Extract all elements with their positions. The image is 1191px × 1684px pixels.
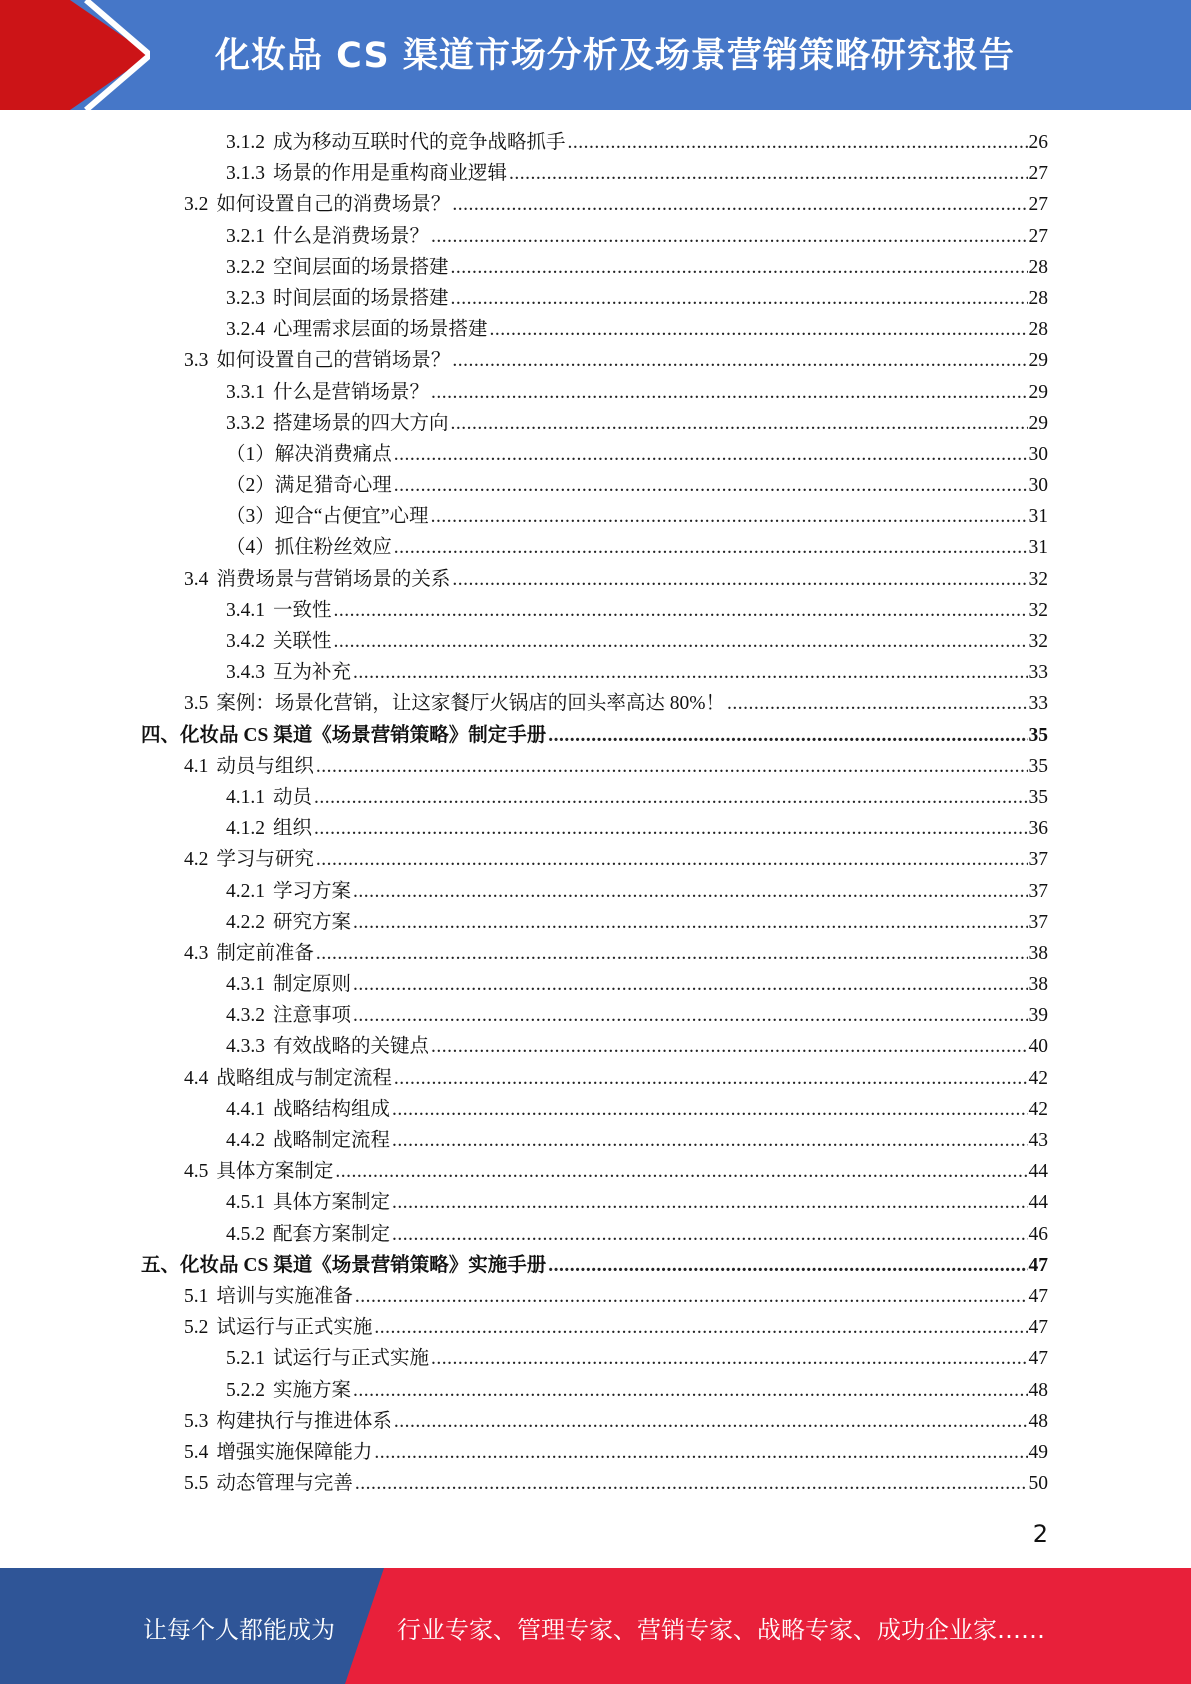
toc-entry[interactable] [0, 470, 1191, 501]
toc-entry-number: 五、 [141, 1254, 181, 1276]
toc-entry-number: 3.1.3 [226, 163, 265, 185]
toc-entry[interactable] [0, 1063, 1191, 1094]
toc-entry-number: 5.2 [184, 1317, 209, 1339]
toc-leader-dots [374, 1437, 1027, 1468]
toc-entry-title: 消费场景与营销场景的关系 [216, 568, 451, 590]
toc-entry-number: 3.2.2 [226, 256, 265, 278]
toc-entry[interactable] [0, 751, 1191, 782]
page-header [0, 0, 1191, 110]
toc-entry-page: 35 [1028, 755, 1048, 777]
toc-leader-dots [431, 377, 1027, 408]
toc-entry-page: 32 [1028, 568, 1048, 590]
toc-leader-dots [452, 564, 1027, 595]
toc-entry-number: 3.2.1 [226, 225, 265, 247]
toc-entry[interactable] [0, 158, 1191, 189]
toc-leader-dots [431, 1031, 1027, 1062]
toc-leader-dots [314, 813, 1027, 844]
toc-entry-title: 一致性 [273, 599, 332, 621]
toc-entry-page: 39 [1028, 1005, 1048, 1027]
toc-entry[interactable] [0, 314, 1191, 345]
toc-entry[interactable] [0, 252, 1191, 283]
toc-entry[interactable] [0, 1031, 1191, 1062]
toc-entry[interactable] [0, 688, 1191, 719]
footer-slogan-right: 行业专家、管理专家、营销专家、战略专家、成功企业家…… [397, 1616, 1045, 1644]
toc-entry[interactable] [0, 221, 1191, 252]
toc-entry-number: 3.2.4 [226, 319, 265, 341]
toc-entry[interactable] [0, 345, 1191, 376]
toc-entry-title: 心理需求层面的场景搭建 [273, 319, 488, 341]
toc-entry-page: 28 [1028, 319, 1048, 341]
toc-entry-page: 26 [1028, 132, 1048, 153]
toc-entry-number: 5.4 [184, 1441, 209, 1463]
table-of-contents [0, 127, 1191, 1499]
toc-entry-title: （2）满足猎奇心理 [226, 475, 392, 497]
toc-entry[interactable] [0, 1094, 1191, 1125]
toc-leader-dots [316, 938, 1028, 969]
toc-entry-title: 实施方案 [273, 1379, 352, 1401]
toc-entry-number: 4.2 [184, 849, 209, 871]
toc-entry[interactable] [0, 1187, 1191, 1218]
toc-entry-number: 4.5 [184, 1161, 209, 1183]
toc-entry-title: 时间层面的场景搭建 [273, 287, 449, 309]
toc-entry-number: 5.3 [184, 1410, 209, 1432]
toc-entry-title: 配套方案制定 [273, 1223, 391, 1245]
toc-entry-number: 3.5 [184, 693, 209, 715]
toc-entry-title: 战略组成与制定流程 [216, 1067, 392, 1089]
toc-leader-dots [431, 221, 1027, 252]
toc-entry-title: 具体方案制定 [273, 1192, 391, 1214]
toc-entry-title: 动员 [273, 786, 313, 808]
toc-leader-dots [353, 969, 1027, 1000]
toc-entry[interactable] [0, 1281, 1191, 1312]
toc-entry-page: 28 [1028, 256, 1048, 278]
toc-entry[interactable] [0, 564, 1191, 595]
toc-entry-page: 37 [1028, 880, 1048, 902]
toc-entry-page: 38 [1028, 974, 1048, 996]
toc-entry-page: 27 [1028, 194, 1048, 216]
toc-leader-dots [394, 470, 1028, 501]
toc-leader-dots [394, 532, 1028, 563]
toc-entry-title: （3）迎合“占便宜”心理 [226, 506, 429, 528]
toc-entry[interactable] [0, 408, 1191, 439]
toc-leader-dots [392, 1094, 1027, 1125]
toc-entry-number: 四、 [141, 724, 181, 746]
toc-entry-title: 什么是消费场景？ [273, 225, 430, 247]
toc-entry-page: 47 [1028, 1317, 1048, 1339]
toc-entry-title: 增强实施保障能力 [216, 1441, 373, 1463]
toc-entry-number: 4.4.1 [226, 1098, 265, 1120]
toc-leader-dots [568, 127, 1028, 158]
toc-entry-number: 4.3.2 [226, 1005, 265, 1027]
toc-leader-dots [490, 314, 1028, 345]
toc-leader-dots [451, 252, 1028, 283]
toc-entry-title: 构建执行与推进体系 [216, 1410, 392, 1432]
toc-entry-title: 制定前准备 [216, 942, 314, 964]
header-arrow-decoration [0, 0, 150, 110]
toc-entry-number: 4.2.1 [226, 880, 265, 902]
toc-entry-title: 有效战略的关键点 [273, 1036, 430, 1058]
page-number: 2 [1032, 1520, 1048, 1548]
toc-entry-number: 5.5 [184, 1473, 209, 1495]
toc-entry-number: 4.3.1 [226, 974, 265, 996]
toc-entry-number: 3.4.3 [226, 662, 265, 684]
toc-entry-title: 如何设置自己的营销场景？ [216, 350, 451, 372]
toc-leader-dots [451, 283, 1028, 314]
toc-entry-title: 什么是营销场景？ [273, 381, 430, 403]
toc-entry[interactable] [0, 1343, 1191, 1374]
toc-leader-dots [392, 1187, 1027, 1218]
toc-leader-dots [548, 720, 1027, 751]
toc-entry-number: 4.2.2 [226, 911, 265, 933]
toc-entry-page: 44 [1028, 1161, 1048, 1183]
toc-leader-dots [509, 158, 1027, 189]
toc-leader-dots [316, 844, 1028, 875]
toc-entry-number: 3.2 [184, 194, 209, 216]
toc-entry-title: 具体方案制定 [216, 1161, 334, 1183]
toc-leader-dots [353, 657, 1027, 688]
toc-entry-page: 30 [1028, 443, 1048, 465]
toc-entry-page: 47 [1028, 1254, 1048, 1276]
toc-entry-title: 如何设置自己的消费场景？ [216, 194, 451, 216]
toc-entry-page: 35 [1028, 724, 1048, 746]
toc-entry-number: 4.1 [184, 755, 209, 777]
toc-entry-page: 42 [1028, 1067, 1048, 1089]
toc-entry-title: 搭建场景的四大方向 [273, 412, 449, 434]
toc-entry-title: 制定原则 [273, 974, 352, 996]
toc-entry[interactable] [0, 189, 1191, 220]
toc-entry[interactable] [0, 532, 1191, 563]
toc-entry-title: 动员与组织 [216, 755, 314, 777]
toc-entry-number: 3.3.1 [226, 381, 265, 403]
toc-entry[interactable] [0, 595, 1191, 626]
toc-entry[interactable] [0, 1312, 1191, 1343]
toc-entry[interactable] [0, 1406, 1191, 1437]
report-title: 化妆品 CS 渠道市场分析及场景营销策略研究报告 [215, 36, 1015, 76]
toc-leader-dots [355, 1468, 1028, 1499]
toc-entry-title: 空间层面的场景搭建 [273, 256, 449, 278]
toc-leader-dots [431, 501, 1028, 532]
toc-leader-dots [394, 439, 1028, 470]
toc-entry-page: 42 [1028, 1098, 1048, 1120]
toc-entry-page: 33 [1028, 693, 1048, 715]
toc-entry[interactable] [0, 626, 1191, 657]
toc-entry-title: 场景的作用是重构商业逻辑 [273, 163, 508, 185]
toc-entry[interactable] [0, 1219, 1191, 1250]
toc-entry-page: 47 [1028, 1285, 1048, 1307]
toc-entry-page: 36 [1028, 818, 1048, 840]
toc-entry-title: 学习方案 [273, 880, 352, 902]
toc-entry-title: 成为移动互联时代的竞争战略抓手 [273, 132, 566, 153]
toc-entry-title: 化妆品 CS 渠道《场景营销策略》实施手册 [180, 1254, 547, 1276]
toc-entry-page: 49 [1028, 1441, 1048, 1463]
toc-entry-page: 32 [1028, 631, 1048, 652]
toc-entry-title: 化妆品 CS 渠道《场景营销策略》制定手册 [180, 724, 547, 746]
toc-entry[interactable] [0, 876, 1191, 907]
toc-entry-title: 关联性 [273, 631, 332, 652]
toc-entry-title: 组织 [273, 818, 313, 840]
toc-entry-title: 战略制定流程 [273, 1130, 391, 1151]
toc-entry-page: 44 [1028, 1192, 1048, 1214]
toc-entry[interactable] [0, 720, 1191, 751]
toc-entry[interactable] [0, 813, 1191, 844]
toc-entry[interactable] [0, 1156, 1191, 1187]
toc-entry-page: 29 [1028, 412, 1048, 434]
toc-entry-page: 37 [1028, 849, 1048, 871]
toc-entry-number: 3.3 [184, 350, 209, 372]
toc-entry-page: 38 [1028, 942, 1048, 964]
toc-leader-dots [727, 688, 1028, 719]
toc-entry-title: 互为补充 [273, 662, 352, 684]
toc-leader-dots [353, 907, 1027, 938]
toc-entry-number: 3.2.3 [226, 287, 265, 309]
toc-entry-number: 4.4 [184, 1067, 209, 1089]
toc-leader-dots [374, 1312, 1027, 1343]
toc-entry-page: 27 [1028, 225, 1048, 247]
toc-leader-dots [334, 595, 1028, 626]
toc-entry-title: 研究方案 [273, 911, 352, 933]
toc-entry-title: 注意事项 [273, 1005, 352, 1027]
toc-leader-dots [452, 345, 1027, 376]
toc-entry[interactable] [0, 844, 1191, 875]
toc-entry-number: 4.3 [184, 942, 209, 964]
toc-entry-title: 试运行与正式实施 [273, 1348, 430, 1370]
toc-leader-dots [392, 1219, 1027, 1250]
toc-leader-dots [394, 1406, 1028, 1437]
toc-entry[interactable] [0, 127, 1191, 158]
toc-leader-dots [452, 189, 1027, 220]
toc-entry-page: 32 [1028, 599, 1048, 621]
toc-entry[interactable] [0, 1437, 1191, 1468]
toc-leader-dots [451, 408, 1028, 439]
toc-leader-dots [353, 876, 1027, 907]
toc-leader-dots [394, 1063, 1028, 1094]
toc-leader-dots [316, 751, 1028, 782]
toc-entry-number: 3.4 [184, 568, 209, 590]
toc-leader-dots [431, 1343, 1027, 1374]
toc-entry-title: 试运行与正式实施 [216, 1317, 373, 1339]
toc-entry[interactable] [0, 969, 1191, 1000]
footer-slogan-left: 让每个人都能成为 [143, 1616, 335, 1644]
toc-entry-page: 37 [1028, 911, 1048, 933]
toc-entry-page: 27 [1028, 163, 1048, 185]
toc-entry[interactable] [0, 657, 1191, 688]
page-footer [0, 1568, 1191, 1684]
toc-leader-dots [392, 1125, 1027, 1156]
toc-entry-number: 3.4.1 [226, 599, 265, 621]
toc-leader-dots [314, 782, 1027, 813]
toc-entry-title: （1）解决消费痛点 [226, 443, 392, 465]
toc-entry-page: 48 [1028, 1410, 1048, 1432]
toc-entry-number: 5.2.2 [226, 1379, 265, 1401]
toc-leader-dots [335, 1156, 1027, 1187]
toc-entry[interactable] [0, 1468, 1191, 1499]
toc-entry-number: 4.1.2 [226, 818, 265, 840]
toc-entry-page: 40 [1028, 1036, 1048, 1058]
toc-entry-number: 4.3.3 [226, 1036, 265, 1058]
toc-entry-title: （4）抓住粉丝效应 [226, 537, 392, 559]
toc-entry-page: 29 [1028, 350, 1048, 372]
toc-entry-page: 35 [1028, 786, 1048, 808]
toc-entry[interactable] [0, 439, 1191, 470]
toc-entry-number: 5.2.1 [226, 1348, 265, 1370]
toc-entry-page: 29 [1028, 381, 1048, 403]
toc-leader-dots [353, 1000, 1027, 1031]
toc-leader-dots [353, 1375, 1027, 1406]
toc-entry-page: 28 [1028, 287, 1048, 309]
toc-entry-page: 47 [1028, 1348, 1048, 1370]
toc-entry-page: 43 [1028, 1130, 1048, 1151]
toc-entry-title: 案例：场景化营销，让这家餐厅火锅店的回头率高达 80%！ [216, 693, 725, 715]
toc-entry[interactable] [0, 782, 1191, 813]
toc-entry-title: 学习与研究 [216, 849, 314, 871]
toc-entry-number: 4.1.1 [226, 786, 265, 808]
toc-leader-dots [548, 1250, 1027, 1281]
toc-entry-page: 31 [1028, 506, 1048, 528]
toc-entry-page: 48 [1028, 1379, 1048, 1401]
toc-entry[interactable] [0, 377, 1191, 408]
toc-entry-page: 30 [1028, 475, 1048, 497]
toc-entry[interactable] [0, 1125, 1191, 1156]
toc-entry-number: 4.5.2 [226, 1223, 265, 1245]
toc-leader-dots [334, 626, 1028, 657]
toc-entry-page: 46 [1028, 1223, 1048, 1245]
toc-entry[interactable] [0, 1250, 1191, 1281]
toc-entry-title: 动态管理与完善 [216, 1473, 353, 1495]
toc-entry[interactable] [0, 938, 1191, 969]
toc-entry[interactable] [0, 283, 1191, 314]
toc-entry-page: 50 [1028, 1473, 1048, 1495]
toc-entry-number: 5.1 [184, 1285, 209, 1307]
toc-entry-title: 培训与实施准备 [216, 1285, 353, 1307]
toc-entry-number: 3.3.2 [226, 412, 265, 434]
toc-entry-number: 3.4.2 [226, 631, 265, 652]
toc-entry-number: 3.1.2 [226, 132, 265, 153]
toc-entry-number: 4.5.1 [226, 1192, 265, 1214]
toc-entry[interactable] [0, 501, 1191, 532]
toc-entry[interactable] [0, 1375, 1191, 1406]
toc-entry-page: 31 [1028, 537, 1048, 559]
toc-leader-dots [355, 1281, 1028, 1312]
toc-entry-page: 33 [1028, 662, 1048, 684]
toc-entry[interactable] [0, 907, 1191, 938]
toc-entry-number: 4.4.2 [226, 1130, 265, 1151]
toc-entry-title: 战略结构组成 [273, 1098, 391, 1120]
toc-entry[interactable] [0, 1000, 1191, 1031]
